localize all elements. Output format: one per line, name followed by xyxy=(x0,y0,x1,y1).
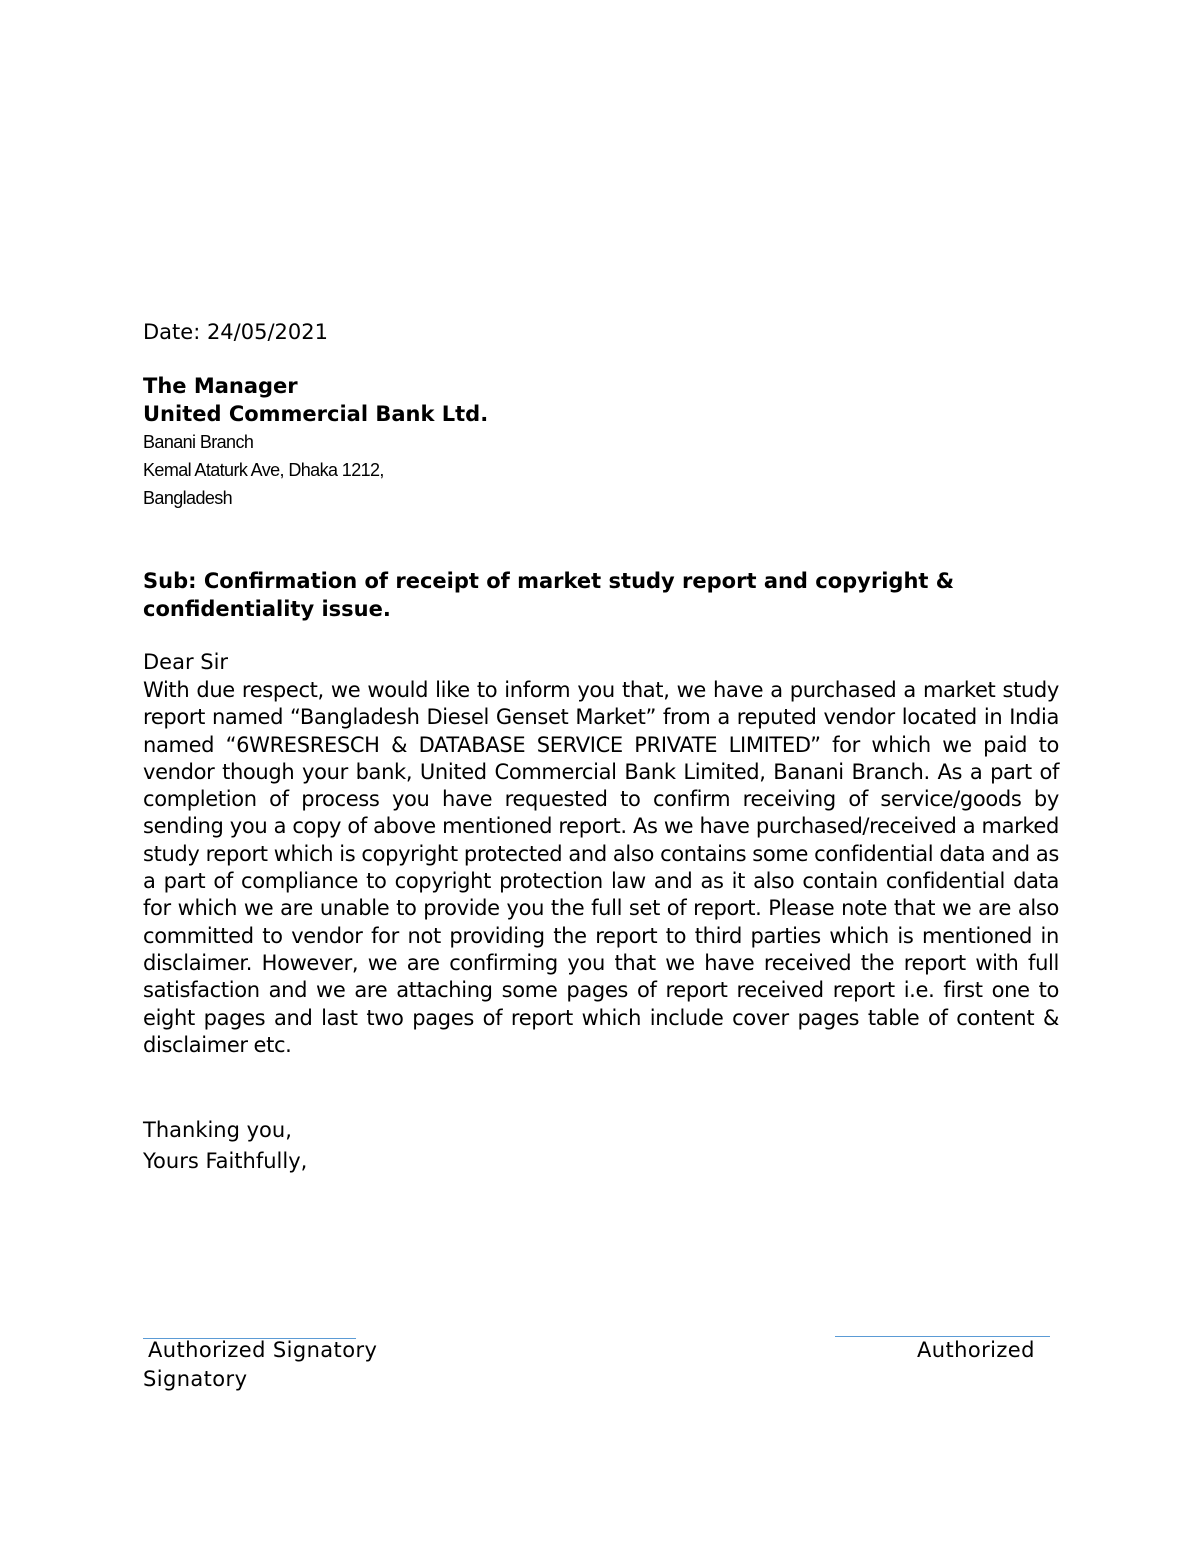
recipient-branch: Banani Branch xyxy=(143,432,254,452)
recipient-block xyxy=(143,372,488,512)
right-signatory-label-wrap: Signatory xyxy=(143,1367,248,1391)
letter-date: Date: 24/05/2021 xyxy=(143,320,328,344)
right-signatory-label: Authorized xyxy=(917,1338,1035,1362)
closing-thanks: Thanking you, xyxy=(143,1118,292,1142)
closing-block xyxy=(143,1115,307,1177)
left-signatory-label: Authorized Signatory xyxy=(148,1338,378,1362)
closing-sign-off: Yours Faithfully, xyxy=(143,1149,308,1173)
letter-subject: Sub: Confirmation of receipt of market study report and copyright & confidentiality issue. xyxy=(143,569,955,621)
letter-salutation: Dear Sir xyxy=(143,650,229,674)
recipient-bank: United Commercial Bank Ltd. xyxy=(143,402,489,426)
recipient-title: The Manager xyxy=(143,374,298,398)
letter-body: With due respect, we would like to inform you that, we have a purchased a market study report named “Bangladesh Diesel Genset Market” from a reputed vendor located in India named “6WRESRESCH & DATABASE SERVICE PRIVATE LIMITED” for which we paid to vendor though your bank, United Commercial Bank Limited, Banani Branch. As a part of completion of process you have requested to confirm receiving of service/goods by sending you a copy of above mentioned report. As we have purchased/received a marked study report which is copyright protected and also contains some confidential data and as a part of compliance to copyright protection law and as it also contain confidential data for which we are unable to provide you the full set of report. Please note that we are also committed to vendor for not providing the report to third parties which is mentioned in disclaimer. However, we are confirming you that we have received the report with full satisfaction and we are attaching some pages of report received report i.e. first one to eight pages and last two pages of report which include cover pages table of content & disclaimer etc. xyxy=(143,678,1059,1057)
recipient-address: Kemal Ataturk Ave, Dhaka 1212, xyxy=(143,460,384,480)
recipient-country: Bangladesh xyxy=(143,488,233,508)
